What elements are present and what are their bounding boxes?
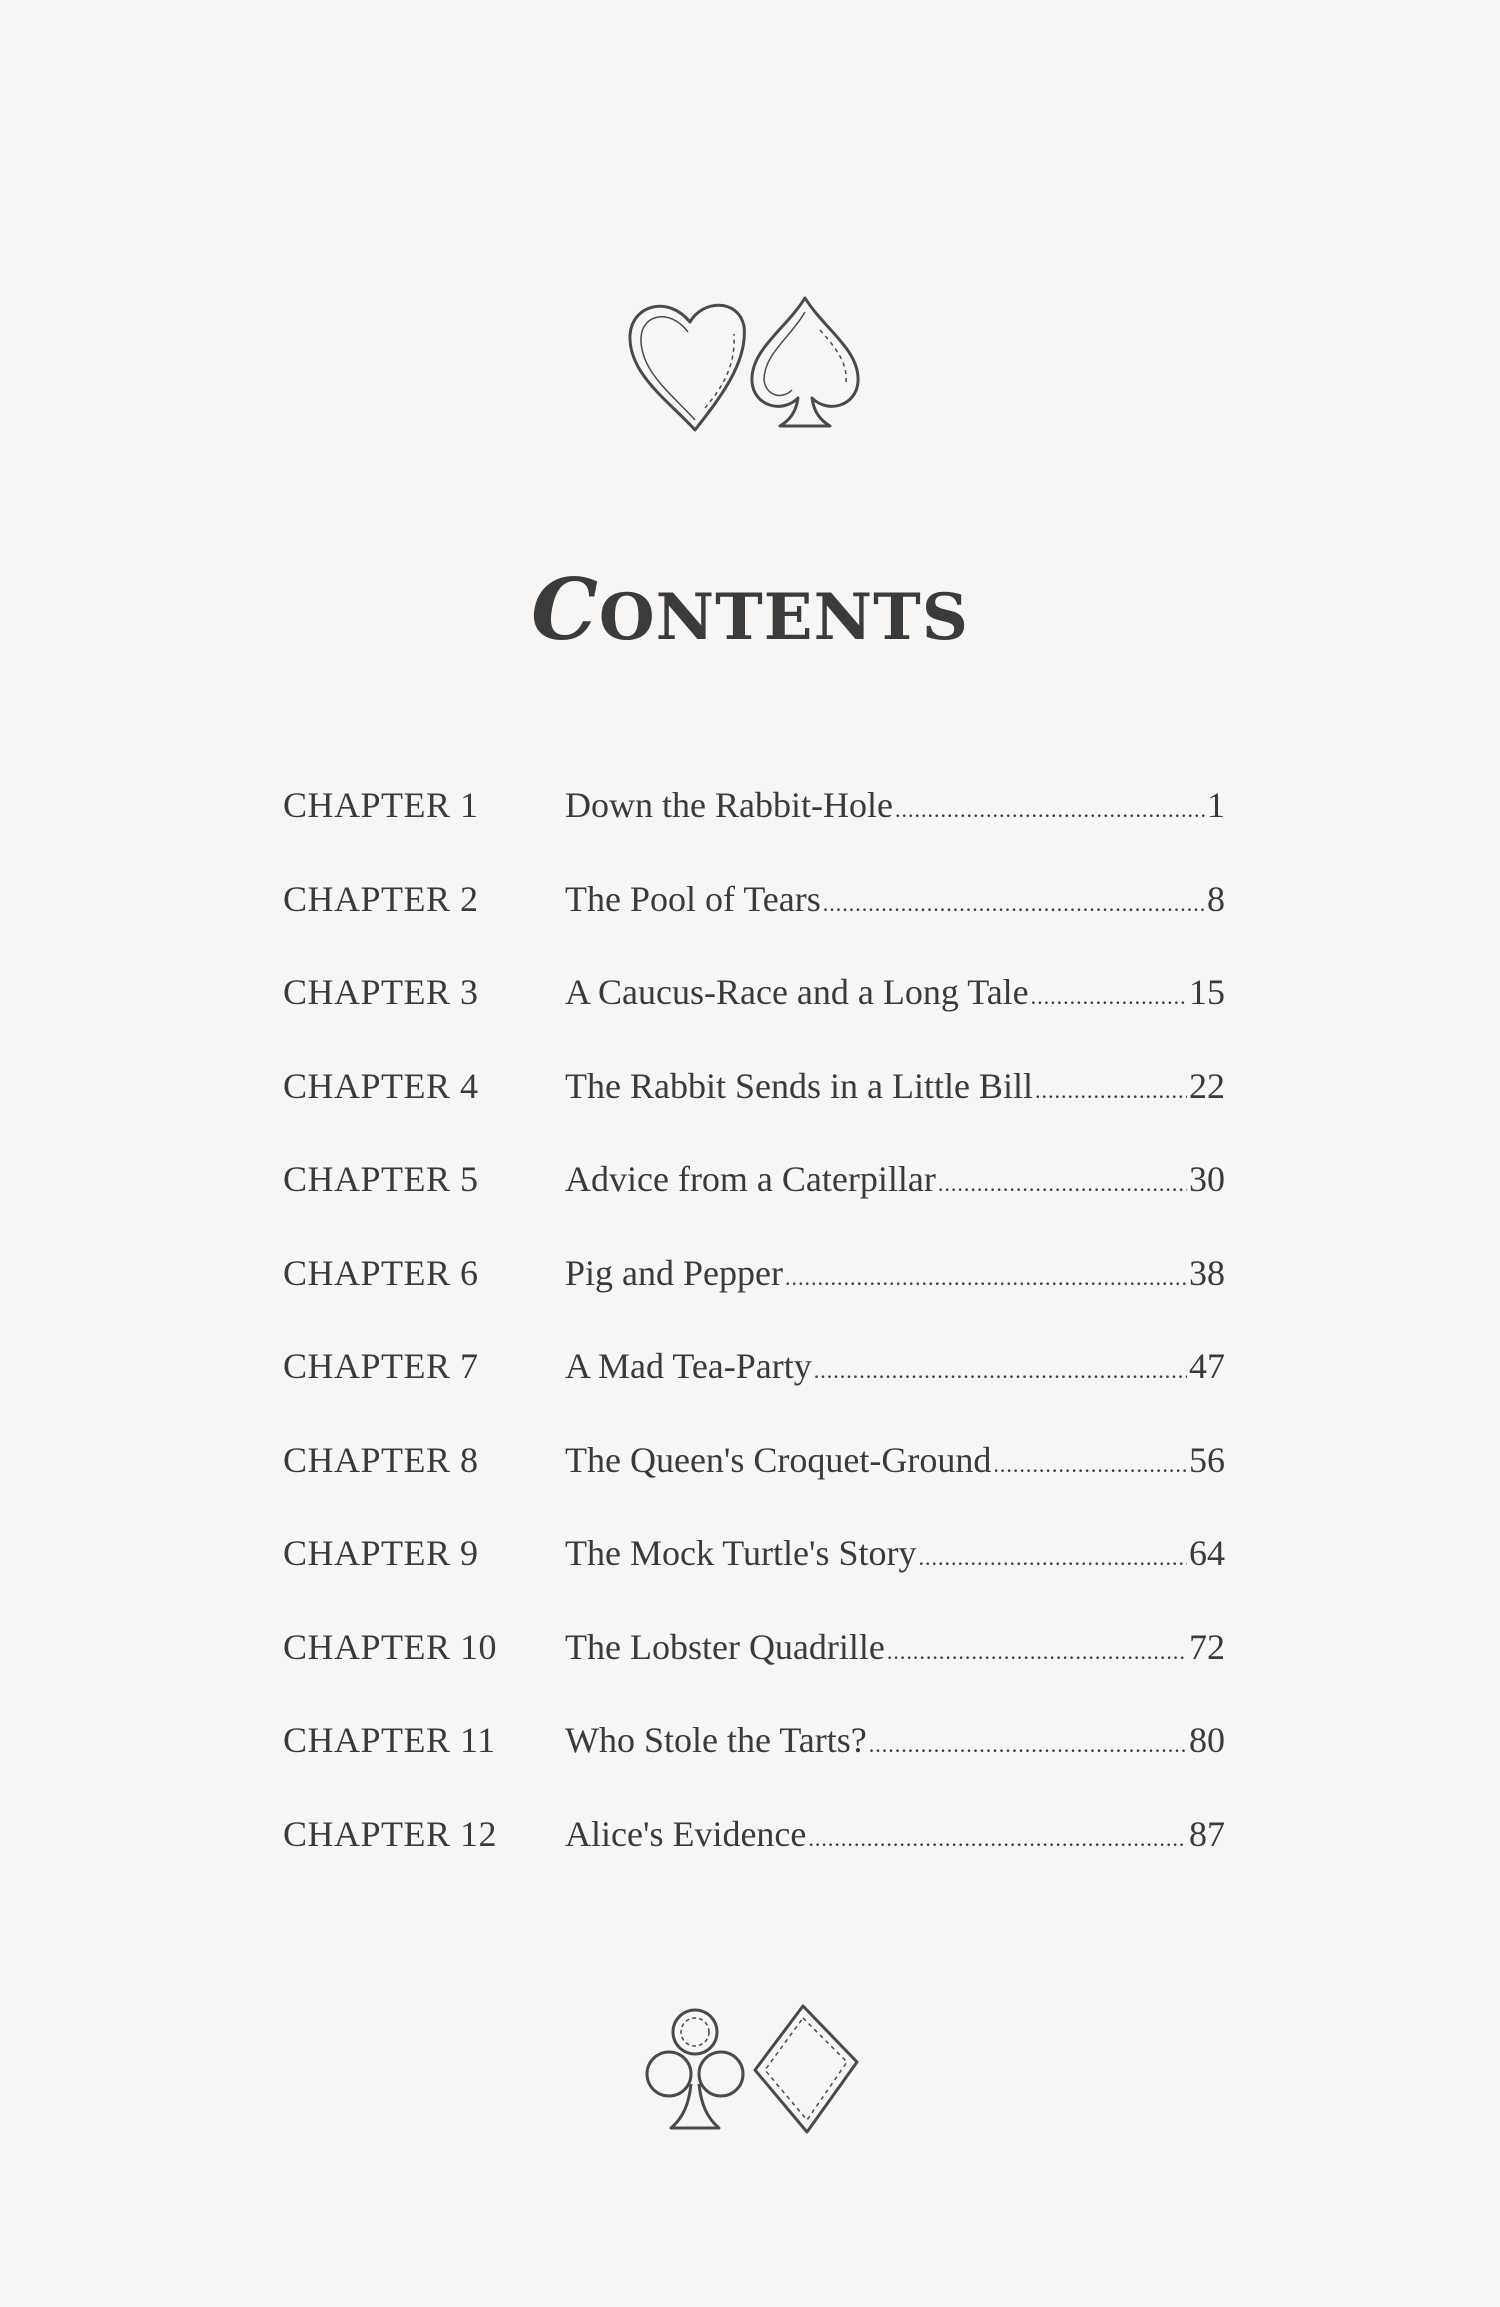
toc-row <box>283 856 1233 950</box>
toc-entry <box>565 1530 1225 1581</box>
title-initial: C <box>531 560 599 659</box>
page-number: 47 <box>1189 1346 1225 1386</box>
dot-leader <box>869 1722 1187 1768</box>
page-number: 64 <box>1189 1533 1225 1573</box>
dot-leader <box>814 1348 1187 1394</box>
dot-leader <box>823 881 1205 927</box>
dot-leader <box>895 787 1205 833</box>
toc-entry <box>565 1437 1225 1488</box>
chapter-title: A Mad Tea-Party <box>565 1346 812 1386</box>
chapter-label: CHAPTER 8 <box>283 1439 479 1480</box>
bottom-ornament <box>0 2000 1500 2140</box>
chapter-title: The Pool of Tears <box>565 878 821 919</box>
toc-row <box>283 1604 1233 1698</box>
page-number: 80 <box>1189 1720 1225 1760</box>
chapter-title: Pig and Pepper <box>565 1252 783 1293</box>
toc-row <box>283 1510 1233 1604</box>
chapter-title: The Rabbit Sends in a Little Bill <box>565 1065 1033 1106</box>
page-number: 8 <box>1207 878 1225 919</box>
club-icon <box>647 2010 743 2128</box>
top-ornament <box>0 290 1500 440</box>
page-number: 1 <box>1207 785 1225 825</box>
chapter-label: CHAPTER 10 <box>283 1626 498 1667</box>
toc-row <box>283 1417 1233 1511</box>
diamond-icon <box>755 2006 857 2132</box>
chapter-label: CHAPTER 2 <box>283 878 479 919</box>
page-number: 38 <box>1189 1252 1225 1293</box>
title-rest: ONTENTS <box>598 580 969 655</box>
chapter-label: CHAPTER 12 <box>283 1813 498 1854</box>
chapter-title: Who Stole the Tarts? <box>565 1720 867 1760</box>
page-number: 72 <box>1189 1626 1225 1667</box>
page-number: 87 <box>1189 1813 1225 1854</box>
chapter-label: CHAPTER 9 <box>283 1533 479 1573</box>
toc-row <box>283 1323 1233 1417</box>
dot-leader <box>938 1161 1187 1207</box>
chapter-title: A Caucus-Race and a Long Tale <box>565 972 1029 1012</box>
toc-entry <box>565 1343 1225 1394</box>
page-number: 30 <box>1189 1159 1225 1199</box>
chapter-title: The Lobster Quadrille <box>565 1626 885 1667</box>
toc-entry <box>565 1811 1225 1862</box>
toc-row <box>283 762 1233 856</box>
chapter-title: Alice's Evidence <box>565 1813 807 1854</box>
toc-entry <box>565 782 1225 833</box>
table-of-contents <box>283 762 1233 1884</box>
heart-icon <box>630 305 744 430</box>
chapter-title: The Mock Turtle's Story <box>565 1533 917 1573</box>
chapter-title: Advice from a Caterpillar <box>565 1159 936 1199</box>
toc-row <box>283 949 1233 1043</box>
chapter-title: Down the Rabbit-Hole <box>565 785 893 825</box>
chapter-label: CHAPTER 6 <box>283 1252 479 1293</box>
spade-icon <box>752 298 858 426</box>
toc-entry <box>565 1624 1225 1675</box>
dot-leader <box>785 1255 1187 1301</box>
toc-row <box>283 1230 1233 1324</box>
toc-entry <box>565 969 1225 1020</box>
toc-entry <box>565 1156 1225 1207</box>
dot-leader <box>1035 1068 1187 1114</box>
toc-row <box>283 1697 1233 1791</box>
toc-row <box>283 1791 1233 1885</box>
dot-leader <box>919 1535 1187 1581</box>
chapter-label: CHAPTER 7 <box>283 1346 479 1386</box>
page-number: 56 <box>1189 1439 1225 1480</box>
chapter-label: CHAPTER 11 <box>283 1720 496 1760</box>
dot-leader <box>1031 974 1187 1020</box>
chapter-title: The Queen's Croquet-Ground <box>565 1439 992 1480</box>
contents-title <box>0 560 1500 659</box>
toc-entry <box>565 876 1225 927</box>
chapter-label: CHAPTER 1 <box>283 785 479 825</box>
dot-leader <box>993 1442 1187 1488</box>
dot-leader <box>887 1629 1187 1675</box>
toc-entry <box>565 1717 1225 1768</box>
toc-row <box>283 1043 1233 1137</box>
chapter-label: CHAPTER 4 <box>283 1065 479 1106</box>
toc-row <box>283 1136 1233 1230</box>
page-number: 15 <box>1189 972 1225 1012</box>
chapter-label: CHAPTER 5 <box>283 1159 479 1199</box>
dot-leader <box>808 1816 1187 1862</box>
toc-entry <box>565 1250 1225 1301</box>
toc-entry <box>565 1063 1225 1114</box>
page-number: 22 <box>1189 1065 1225 1106</box>
chapter-label: CHAPTER 3 <box>283 972 479 1012</box>
